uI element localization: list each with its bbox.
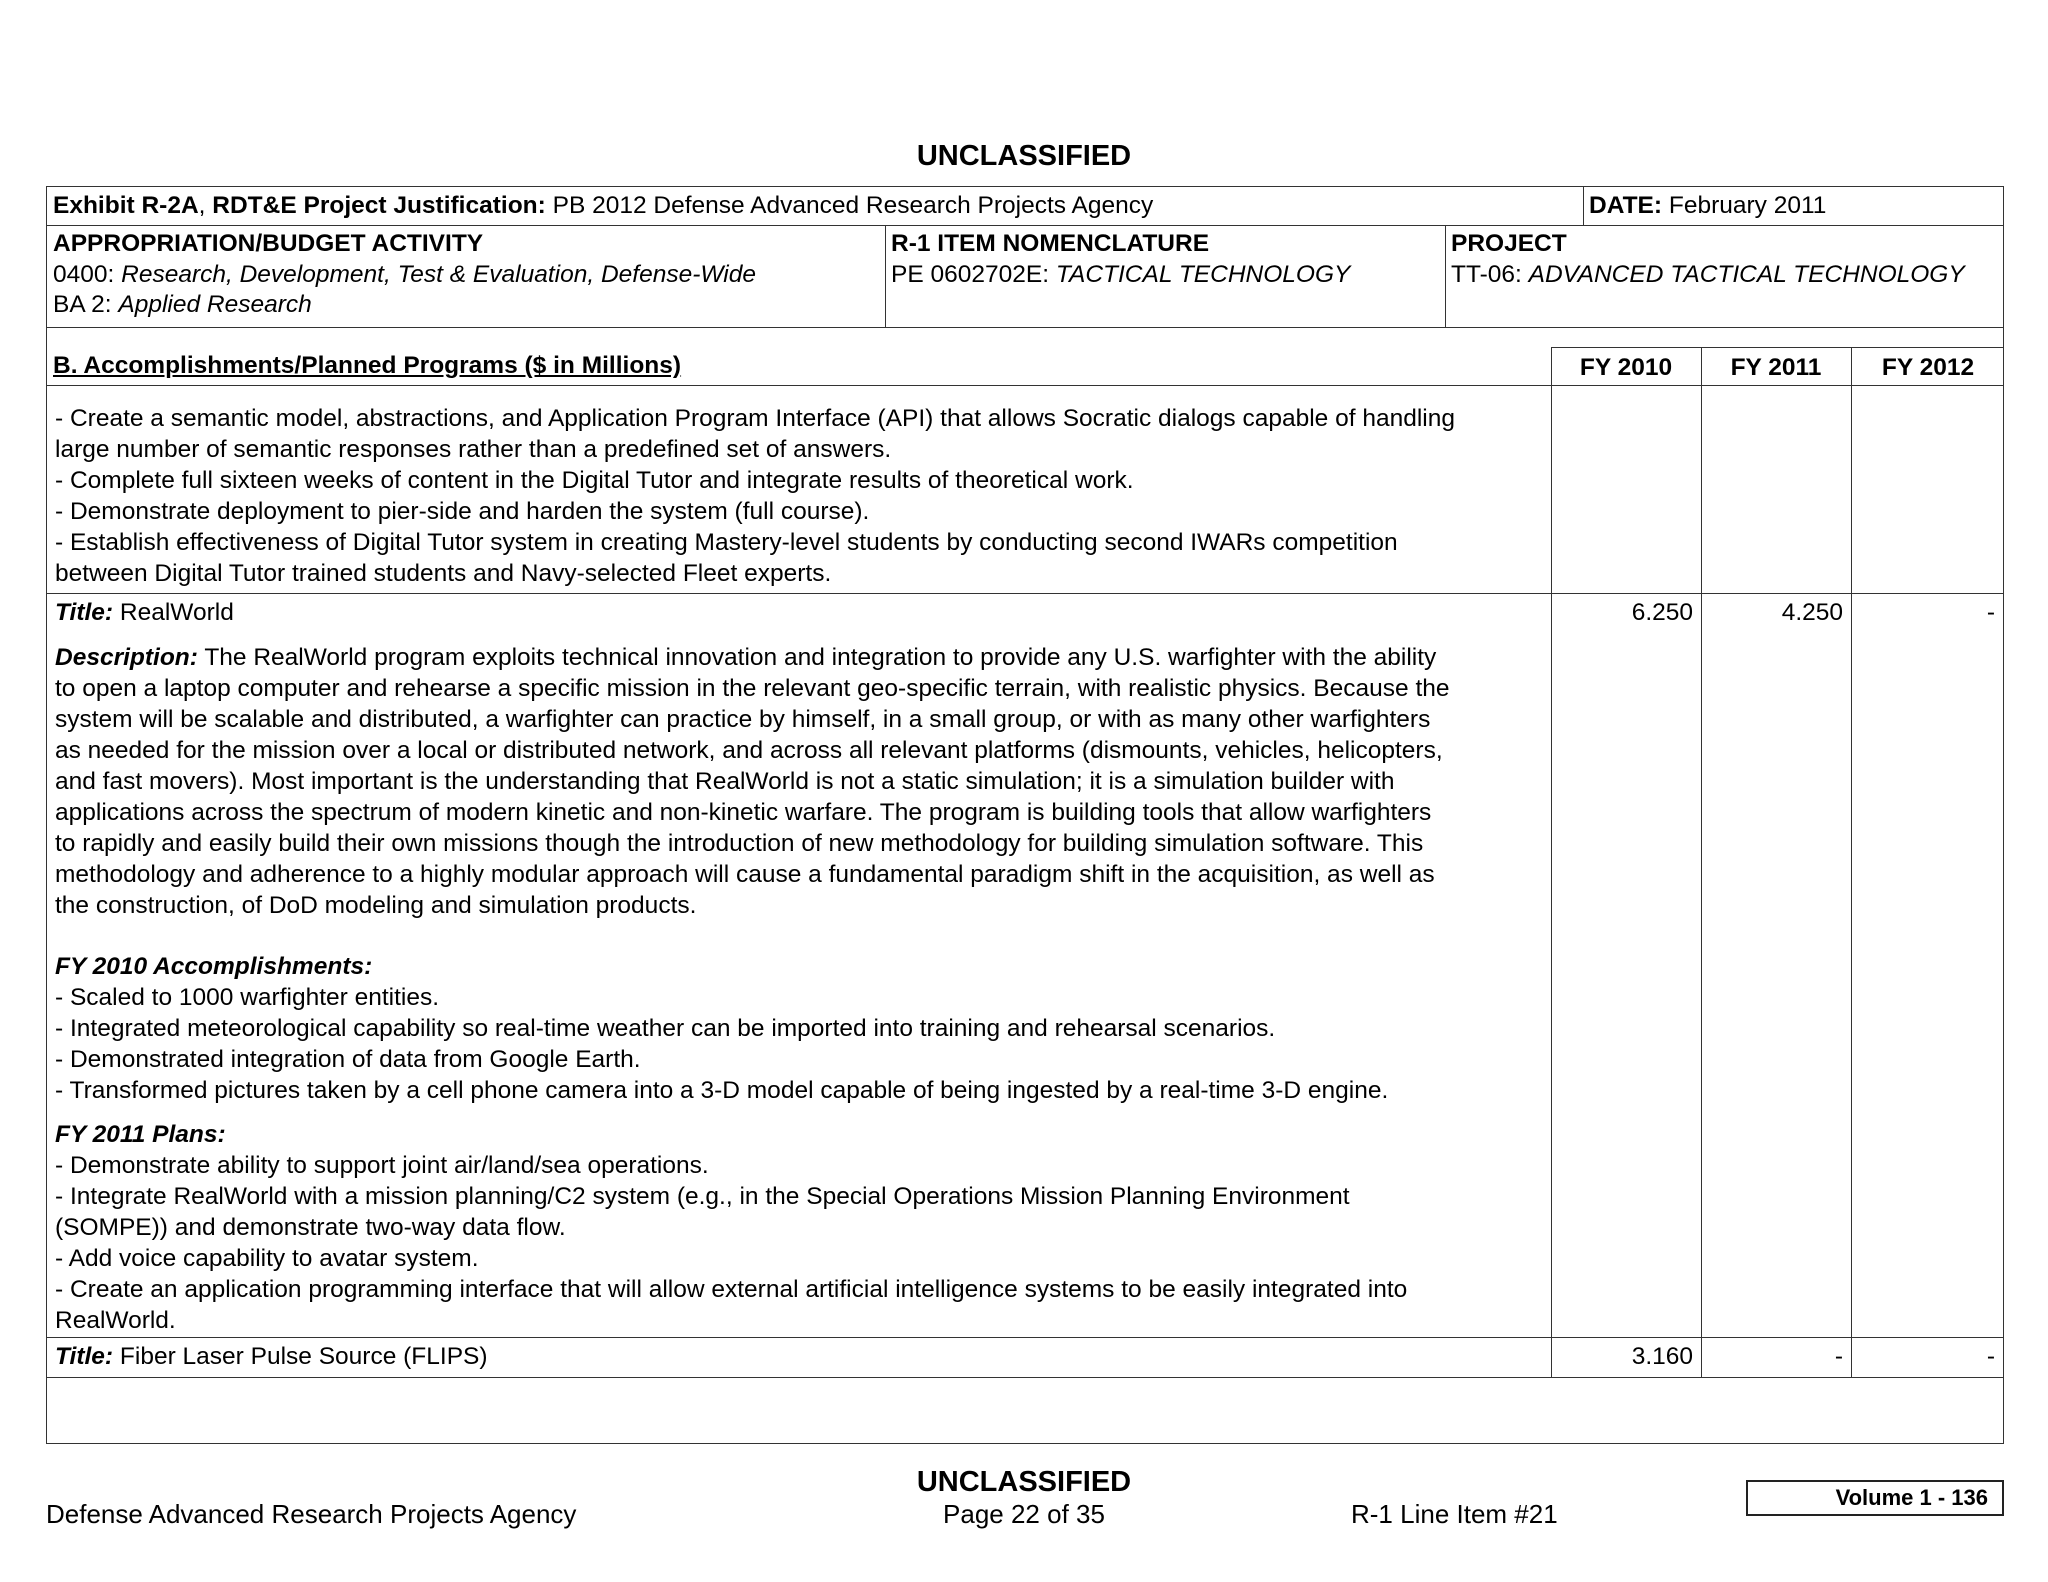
continuation-line: - Create a semantic model, abstractions, and Application Program Interface (API) that allows Socratic dialogs capable of handling xyxy=(55,405,1455,432)
date-label: DATE: xyxy=(1589,192,1663,219)
column-fy2012: FY 2012 xyxy=(1881,354,1975,381)
project-label: PROJECT xyxy=(1451,230,1567,257)
continuation-line: - Establish effectiveness of Digital Tutor system in creating Mastery-level students by conducting second IWARs competition xyxy=(55,529,1398,556)
program-name: RealWorld xyxy=(119,599,234,626)
exhibit-title: Exhibit R-2A, RDT&E Project Justification: PB 2012 Defense Advanced Research Projects Agency xyxy=(53,192,1154,219)
description-line: to open a laptop computer and rehearse a specific mission in the relevant geo-specific terrain, with realistic physics. Because the xyxy=(55,675,1450,702)
description-line: as needed for the mission over a local or distributed network, and across all relevant platforms (dismounts, vehicles, helicopters, xyxy=(55,737,1443,764)
accomplishment-item: - Scaled to 1000 warfighter entities. xyxy=(55,984,440,1011)
accomplishment-item: - Demonstrated integration of data from Google Earth. xyxy=(55,1046,641,1073)
fy2011-value: - xyxy=(1834,1343,1843,1370)
continuation-line: - Demonstrate deployment to pier-side and harden the system (full course). xyxy=(55,498,870,525)
justification-label: RDT&E Project Justification: xyxy=(212,192,546,219)
fy2010-value: 6.250 xyxy=(1631,599,1693,626)
exhibit-label: Exhibit R-2A xyxy=(53,192,199,219)
plan-item: RealWorld. xyxy=(55,1307,176,1334)
column-fy2010: FY 2010 xyxy=(1579,354,1673,381)
accomplishment-item: - Integrated meteorological capability so real-time weather can be imported into training and rehearsal scenarios. xyxy=(55,1015,1276,1042)
description-label: Description: xyxy=(55,644,198,671)
description-line: the construction, of DoD modeling and simulation products. xyxy=(55,892,697,919)
divider xyxy=(47,1377,2003,1378)
plan-item: - Create an application programming interface that will allow external artificial intelligence systems to be easily integrated into xyxy=(55,1276,1408,1303)
justification-value: PB 2012 Defense Advanced Research Projects Agency xyxy=(552,192,1154,219)
divider xyxy=(47,593,2003,594)
divider xyxy=(885,225,886,327)
r1-item-value xyxy=(891,259,1350,290)
footer-line-item: R-1 Line Item #21 xyxy=(1351,1499,1558,1529)
program-title xyxy=(55,1341,488,1372)
appropriation-name: Research, Development, Test & Evaluation, Defense-Wide xyxy=(121,261,756,288)
date-field xyxy=(1589,190,1826,221)
continuation-line: between Digital Tutor trained students and Navy-selected Fleet experts. xyxy=(55,560,832,587)
budget-activity xyxy=(53,289,312,320)
fy2010-value: 3.160 xyxy=(1631,1343,1693,1370)
r1-item-code: PE 0602702E: xyxy=(891,261,1050,288)
fy2012-value: - xyxy=(1986,599,1995,626)
plan-item: - Demonstrate ability to support joint air/land/sea operations. xyxy=(55,1152,709,1179)
fy2012-value: - xyxy=(1986,1343,1995,1370)
plans-block xyxy=(55,1119,1567,1336)
appropriation-label: APPROPRIATION/BUDGET ACTIVITY xyxy=(53,230,484,257)
divider xyxy=(1551,385,2003,386)
divider xyxy=(47,1337,2003,1338)
accomplishments-heading: FY 2010 Accomplishments: xyxy=(55,953,373,980)
description-line: to rapidly and easily build their own missions though the introduction of new methodology for building simulation software. This xyxy=(55,830,1424,857)
accomplishments-block xyxy=(55,951,1567,1106)
continuation-line: large number of semantic responses rather than a predefined set of answers. xyxy=(55,436,892,463)
footer-page-number: Page 22 of 35 xyxy=(943,1499,1105,1529)
plan-item: - Integrate RealWorld with a mission planning/C2 system (e.g., in the Special Operations Mission Planning Environment xyxy=(55,1183,1350,1210)
program-description xyxy=(55,642,1567,921)
appropriation-code: 0400: xyxy=(53,261,115,288)
divider xyxy=(47,327,2003,328)
project-name: ADVANCED TACTICAL TECHNOLOGY xyxy=(1528,261,1965,288)
title-label: Title: xyxy=(55,1343,114,1370)
description-line: and fast movers). Most important is the understanding that RealWorld is not a static simulation; it is a simulation builder with xyxy=(55,768,1395,795)
ba-code: BA 2: xyxy=(53,291,112,318)
footer-agency: Defense Advanced Research Projects Agency xyxy=(46,1499,577,1529)
description-line: applications across the spectrum of modern kinetic and non-kinetic warfare. The program is building tools that allow warfighters xyxy=(55,799,1432,826)
description-line xyxy=(55,642,1567,673)
r1-item-name: TACTICAL TECHNOLOGY xyxy=(1055,261,1351,288)
project-value xyxy=(1451,259,1965,290)
accomplishment-item: - Transformed pictures taken by a cell phone camera into a 3-D model capable of being ingested by a real-time 3-D engine. xyxy=(55,1077,1389,1104)
fy2011-value: 4.250 xyxy=(1781,599,1843,626)
project-code: TT-06: xyxy=(1451,261,1522,288)
divider xyxy=(1551,347,2003,348)
classification-bottom: UNCLASSIFIED xyxy=(916,1466,1132,1498)
divider xyxy=(1583,187,1584,225)
exhibit-frame xyxy=(46,186,2004,1444)
divider xyxy=(47,225,2003,226)
description-line: methodology and adherence to a highly modular approach will cause a fundamental paradigm shift in the acquisition, as well as xyxy=(55,861,1435,888)
date-value: February 2011 xyxy=(1668,192,1827,219)
plans-heading: FY 2011 Plans: xyxy=(55,1121,226,1148)
divider xyxy=(1445,225,1446,327)
column-fy2011: FY 2011 xyxy=(1730,354,1822,381)
r1-item-label: R-1 ITEM NOMENCLATURE xyxy=(891,230,1210,257)
divider xyxy=(1851,347,1852,1377)
description-text: The RealWorld program exploits technical innovation and integration to provide any U.S. warfighter with the ability xyxy=(204,644,1437,671)
title-label: Title: xyxy=(55,599,114,626)
program-title xyxy=(55,597,234,628)
divider xyxy=(47,385,1551,386)
appropriation-value xyxy=(53,259,756,290)
continuation-text xyxy=(55,403,1567,589)
section-title: B. Accomplishments/Planned Programs ($ in Millions) xyxy=(53,352,682,379)
volume-box: Volume 1 - 136 xyxy=(1746,1480,2004,1516)
program-name: Fiber Laser Pulse Source (FLIPS) xyxy=(119,1343,488,1370)
plan-item: - Add voice capability to avatar system. xyxy=(55,1245,479,1272)
continuation-line: - Complete full sixteen weeks of content in the Digital Tutor and integrate results of theoretical work. xyxy=(55,467,1134,494)
plan-item: (SOMPE)) and demonstrate two-way data flow. xyxy=(55,1214,566,1241)
classification-top: UNCLASSIFIED xyxy=(916,140,1132,172)
divider xyxy=(1701,347,1702,1377)
description-line: system will be scalable and distributed, a warfighter can practice by himself, in a small group, or with as many other warfighters xyxy=(55,706,1431,733)
ba-name: Applied Research xyxy=(118,291,312,318)
